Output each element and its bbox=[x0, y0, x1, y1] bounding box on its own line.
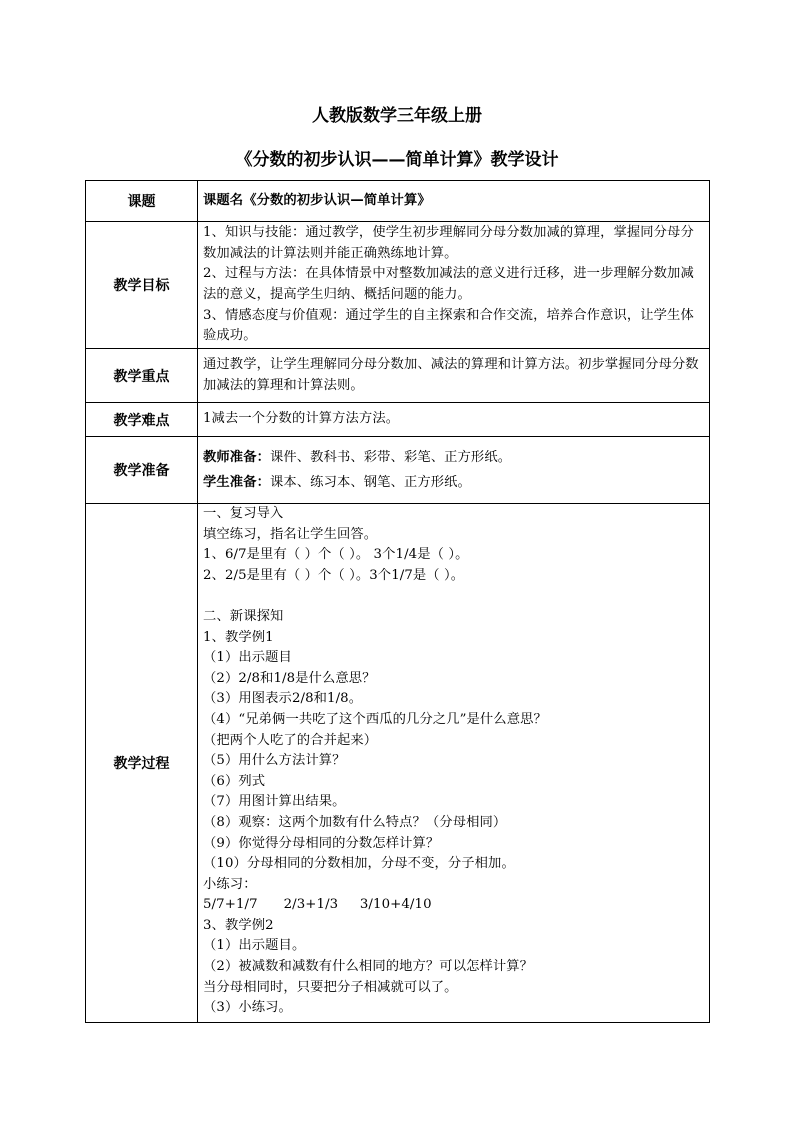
document-title: 人教版数学三年级上册 bbox=[312, 106, 482, 126]
process-line: （1）出示题目 bbox=[203, 650, 292, 666]
teacher-preparation-text: 课件、教科书、彩带、彩笔、正方形纸。 bbox=[269, 450, 512, 465]
process-line: （9）你觉得分母相同的分数怎样计算？ bbox=[203, 835, 440, 851]
topic-value bbox=[198, 181, 710, 222]
process-line: 3、教学例2 bbox=[203, 917, 274, 933]
student-preparation bbox=[203, 470, 705, 495]
label-difficulty: 教学难点 bbox=[86, 403, 198, 437]
key-points-text: 通过教学，让学生理解同分母分数加、减法的算理和计算方法。初步掌握同分母分数加减法的算理和计算法则。 bbox=[198, 349, 710, 403]
teacher-preparation bbox=[203, 445, 705, 470]
difficulty-text: 1减去一个分数的计算方法方法。 bbox=[198, 403, 710, 437]
process-line: （2）被减数和减数有什么相同的地方？可以怎样计算？ bbox=[203, 959, 534, 975]
teacher-preparation-label: 教师准备： bbox=[203, 450, 270, 465]
student-preparation-label: 学生准备： bbox=[203, 475, 270, 490]
process-line: 填空练习，指名让学生回答。 bbox=[203, 526, 378, 542]
objective-item: 2、过程与方法：在具体情景中对整数加减法的意义进行迁移，进一步理解分数加减法的意义，提高学生归纳、概括问题的能力。 bbox=[203, 266, 694, 302]
objectives-content bbox=[198, 222, 710, 349]
row-key-points bbox=[86, 349, 710, 403]
process-line: （4）“兄弟俩一共吃了这个西瓜的几分之几”是什么意思？ bbox=[203, 711, 547, 727]
process-line: 二、新课探知 bbox=[203, 608, 284, 624]
student-preparation-text: 课本、练习本、钢笔、正方形纸。 bbox=[269, 475, 471, 490]
row-topic bbox=[86, 181, 710, 222]
row-process bbox=[86, 504, 710, 1023]
process-content bbox=[198, 504, 710, 1023]
process-line: （6）列式 bbox=[203, 773, 266, 789]
process-line: （3）小练习。 bbox=[203, 1000, 292, 1016]
row-difficulty bbox=[86, 403, 710, 437]
label-objectives: 教学目标 bbox=[86, 222, 198, 349]
label-process: 教学过程 bbox=[86, 504, 198, 1023]
blank-line bbox=[203, 586, 705, 607]
label-key-points: 教学重点 bbox=[86, 349, 198, 403]
process-line: （8）观察：这两个加数有什么特点？（分母相同） bbox=[203, 814, 507, 830]
process-line: 当分母相同时，只要把分子相减就可以了。 bbox=[203, 979, 458, 995]
process-line: （2）2/8和1/8是什么意思？ bbox=[203, 670, 376, 686]
topic-text: 课题名《分数的初步认识—简单计算》 bbox=[203, 192, 431, 208]
preparation-content bbox=[198, 437, 710, 504]
process-line: （3）用图表示2/8和1/8。 bbox=[203, 691, 363, 707]
process-line: （把两个人吃了的合并起来） bbox=[203, 732, 378, 748]
objective-item: 3、情感态度与价值观：通过学生的自主探索和合作交流，培养合作意识，让学生体验成功。 bbox=[203, 307, 694, 344]
process-line: 5/7+1/7 2/3+1/3 3/10+4/10 bbox=[203, 897, 432, 913]
process-line: （1）出示题目。 bbox=[203, 938, 306, 954]
label-topic: 课题 bbox=[86, 181, 198, 222]
objective-item: 1、知识与技能：通过教学，使学生初步理解同分母分数加减的算理，掌握同分母分数加减法的计算法则并能正确熟练地计算。 bbox=[203, 225, 694, 261]
process-line: （7）用图计算出结果。 bbox=[203, 794, 346, 810]
process-line: 一、复习导入 bbox=[203, 506, 284, 521]
row-objectives bbox=[86, 222, 710, 349]
process-line: 2、2/5是里有（ ）个（ ）。3个1/7是（ ）。 bbox=[203, 567, 465, 583]
process-line: 1、6/7是里有（ ）个（ ）。 3个1/4是（ ）。 bbox=[203, 547, 469, 563]
document-subtitle: 《分数的初步认识——简单计算》教学设计 bbox=[235, 150, 559, 170]
process-line: 1、教学例1 bbox=[203, 629, 274, 645]
row-preparation bbox=[86, 437, 710, 504]
process-line: 小练习： bbox=[203, 876, 257, 892]
lesson-plan-table bbox=[85, 180, 710, 1023]
label-preparation: 教学准备 bbox=[86, 437, 198, 504]
process-line: （10）分母相同的分数相加，分母不变，分子相加。 bbox=[203, 856, 515, 872]
process-line: （5）用什么方法计算？ bbox=[203, 753, 346, 769]
